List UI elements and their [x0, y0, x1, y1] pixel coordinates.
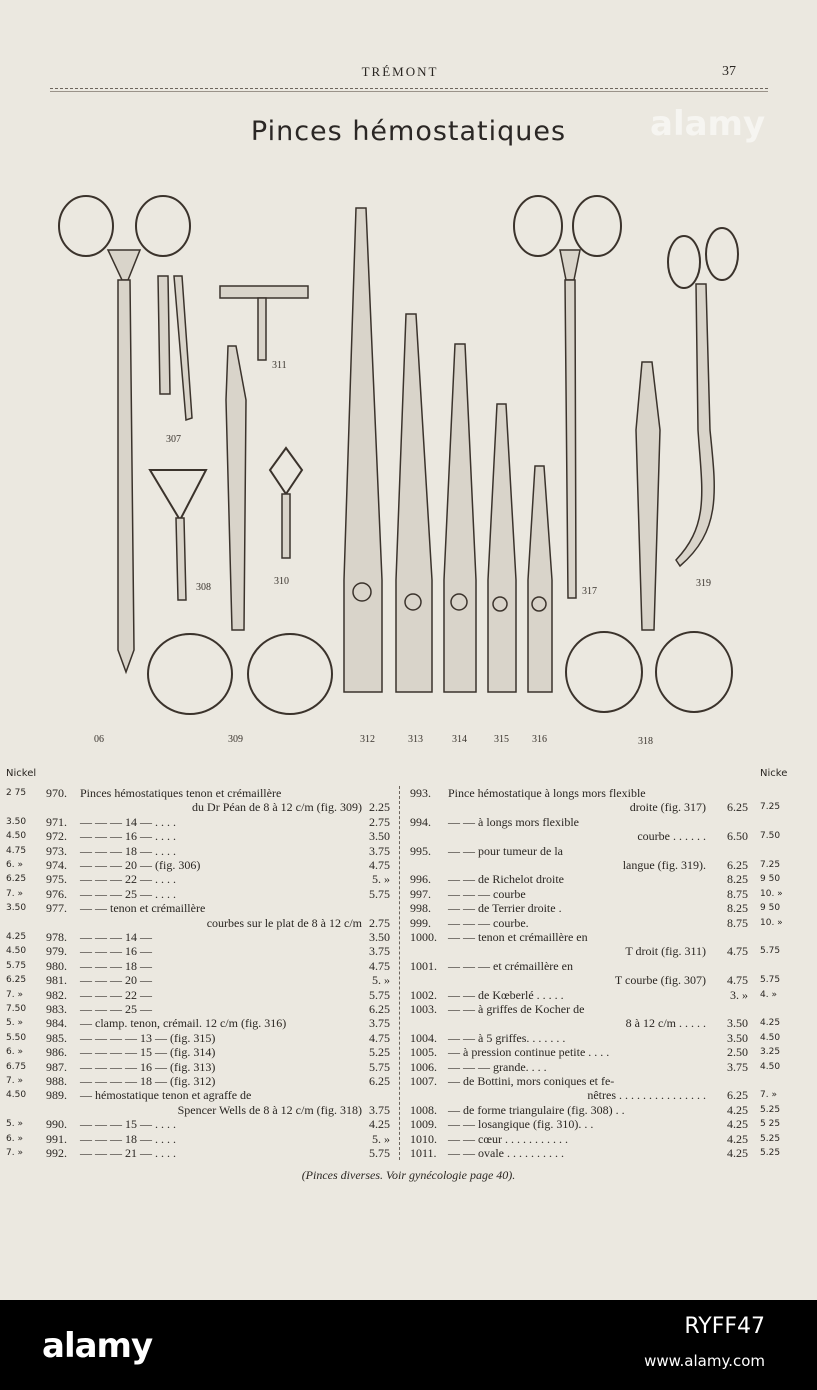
item-description: — — — 14 —	[80, 930, 152, 944]
instrument-fig-314	[444, 344, 476, 692]
item-price: 5.75	[369, 886, 390, 901]
item-description: — — à 5 griffes. . . . . . .	[448, 1030, 566, 1045]
price-row	[0, 1074, 817, 1088]
price-row	[0, 872, 817, 886]
item-price: 6.50	[727, 829, 748, 844]
item-price: 8.25	[727, 872, 748, 887]
item-price: 4.75	[369, 958, 390, 973]
item-number: 974.	[46, 858, 67, 872]
item-description: — — tenon et crémaillère en	[448, 930, 588, 944]
item-description: — — — — 16 — (fig. 313)	[80, 1059, 216, 1074]
price-row	[0, 815, 817, 829]
item-price: 3.75	[727, 1059, 748, 1074]
item-description: — — tenon et crémaillère	[80, 901, 206, 916]
item-description: T courbe (fig. 307)	[614, 973, 706, 988]
nickel-price: 7. »	[6, 989, 23, 1000]
item-number: 1002.	[410, 987, 437, 1002]
price-row	[0, 1117, 817, 1131]
price-row	[0, 1146, 817, 1160]
item-description: — à pression continue petite . . . .	[448, 1045, 610, 1060]
nickel-price: 5 25	[760, 1119, 781, 1130]
instrument-fig-308	[150, 470, 206, 600]
price-row	[0, 1016, 817, 1030]
item-description: nêtres . . . . . . . . . . . . . . .	[587, 1088, 706, 1103]
item-number: 992.	[46, 1146, 67, 1160]
item-description: courbe . . . . . .	[637, 829, 706, 844]
price-row	[0, 844, 817, 858]
instrument-plate	[0, 180, 817, 760]
fig-label-318: 318	[638, 736, 653, 747]
item-description: — — de Kœberlé . . . . .	[448, 987, 564, 1002]
nickel-price: 4.75	[6, 845, 27, 856]
item-price: 2.50	[727, 1045, 748, 1060]
header-rule-solid	[50, 91, 768, 92]
item-description: 8 à 12 c/m . . . . .	[625, 1016, 706, 1031]
price-row	[0, 1103, 817, 1117]
fig-label-316: 316	[532, 734, 547, 745]
item-number: 1010.	[410, 1131, 437, 1146]
item-description: — — à longs mors flexible	[448, 814, 579, 829]
nickel-price: 5.25	[760, 1133, 781, 1144]
item-price: 3.75	[369, 944, 390, 959]
price-row	[0, 858, 817, 872]
nickel-price: 5. »	[6, 1018, 23, 1029]
item-number: 1006.	[410, 1059, 437, 1074]
instrument-fig-316	[528, 466, 552, 692]
price-row	[0, 887, 817, 901]
nickel-price: 7. »	[6, 1148, 23, 1158]
nickel-price: 4. »	[760, 989, 777, 1000]
item-number: 986.	[46, 1045, 67, 1060]
item-number: 999.	[410, 915, 431, 930]
item-price: 4.25	[727, 1146, 748, 1160]
item-number: 984.	[46, 1016, 67, 1031]
item-description: — — — — 13 — (fig. 315)	[80, 1030, 216, 1045]
item-description: — clamp. tenon, crémail. 12 c/m (fig. 316)	[80, 1016, 287, 1031]
item-description: — — — 25 —	[80, 1002, 152, 1016]
column-header-nickel-left: Nickel	[6, 768, 37, 779]
item-price: 3.50	[727, 1030, 748, 1045]
item-price: 4.25	[727, 1131, 748, 1146]
price-row	[0, 959, 817, 973]
item-number: 1003.	[410, 1002, 437, 1016]
nickel-price: 9 50	[760, 874, 781, 885]
item-price: 2.75	[369, 915, 390, 930]
item-number: 994.	[410, 814, 431, 829]
price-row	[0, 988, 817, 1002]
item-number: 1011.	[410, 1146, 437, 1160]
nickel-price: 7.50	[6, 1004, 27, 1014]
item-number: 1007.	[410, 1074, 437, 1088]
fig-label-313: 313	[408, 734, 423, 745]
item-price: 3.50	[727, 1016, 748, 1031]
item-number: 995.	[410, 843, 431, 858]
item-description: Pinces hémostatiques tenon et crémaillère	[80, 786, 282, 800]
item-description: — — — 18 —	[80, 958, 152, 973]
item-price: 3. »	[730, 987, 748, 1002]
item-number: 990.	[46, 1117, 67, 1132]
nickel-price: 5.50	[6, 1032, 27, 1043]
fig-label-06: 06	[94, 734, 104, 745]
item-description: — — — 22 —	[80, 987, 152, 1002]
item-price: 6.25	[727, 858, 748, 872]
nickel-price: 7. »	[6, 888, 23, 899]
item-description: — — pour tumeur de la	[448, 843, 563, 858]
nickel-price: 7.25	[760, 802, 781, 813]
price-row	[0, 800, 817, 814]
item-description: Pince hémostatique à longs mors flexible	[448, 786, 646, 800]
item-price: 6.25	[727, 1088, 748, 1103]
item-price: 5.25	[369, 1045, 390, 1060]
fig-label-308: 308	[196, 582, 211, 593]
nickel-price: 4.50	[6, 831, 27, 842]
item-number: 985.	[46, 1030, 67, 1045]
nickel-price: 7.50	[760, 831, 781, 842]
item-price: 8.75	[727, 886, 748, 901]
instrument-fig-313	[396, 314, 432, 692]
price-row	[0, 1045, 817, 1059]
item-price: 3.75	[369, 1016, 390, 1031]
nickel-price: 4.50	[6, 946, 27, 957]
item-description: — — — — 18 — (fig. 312)	[80, 1074, 216, 1088]
item-description: — — — 20 —	[80, 973, 152, 988]
item-description: — — de Terrier droite .	[448, 901, 562, 916]
nickel-price: 4.25	[760, 1018, 781, 1029]
column-header-nickel-right: Nicke	[760, 768, 788, 779]
nickel-price: 6.25	[6, 874, 27, 885]
fig-label-319: 319	[696, 578, 711, 589]
fig-label-311: 311	[272, 360, 287, 371]
item-description: — — ovale . . . . . . . . . .	[448, 1146, 564, 1160]
item-price: 5.75	[369, 987, 390, 1002]
fig-label-312: 312	[360, 734, 375, 745]
item-description: Spencer Wells de 8 à 12 c/m (fig. 318)	[177, 1102, 362, 1117]
nickel-price: 5.75	[760, 946, 781, 957]
item-description: droite (fig. 317)	[629, 800, 706, 815]
item-number: 997.	[410, 886, 431, 901]
running-header-name: TRÉMONT	[361, 64, 439, 79]
item-price: 3.75	[369, 1102, 390, 1117]
item-price: 8.75	[727, 915, 748, 930]
nickel-price: 5.25	[760, 1104, 781, 1115]
item-price: 4.75	[369, 858, 390, 872]
item-number: 996.	[410, 872, 431, 887]
price-row	[0, 916, 817, 930]
nickel-price: 6. »	[6, 1133, 23, 1144]
fig-label-315: 315	[494, 734, 509, 745]
item-description: — — de Richelot droite	[448, 872, 564, 887]
item-description: — — — et crémaillère en	[448, 958, 573, 973]
item-number: 998.	[410, 901, 431, 916]
item-description: — — — — 15 — (fig. 314)	[80, 1045, 216, 1060]
price-row	[0, 1060, 817, 1074]
fig-label-307: 307	[166, 434, 181, 445]
nickel-price: 6.75	[6, 1061, 27, 1072]
nickel-price: 3.50	[6, 903, 27, 914]
item-price: 5.75	[369, 1059, 390, 1074]
item-description: — — — 15 — . . . .	[80, 1117, 176, 1132]
item-number: 971.	[46, 814, 67, 829]
item-number: 978.	[46, 930, 67, 944]
nickel-price: 9 50	[760, 903, 781, 914]
stock-photo-bar	[0, 1300, 817, 1390]
nickel-price: 6. »	[6, 1047, 23, 1058]
price-row	[0, 1088, 817, 1102]
item-price: 4.75	[727, 973, 748, 988]
instrument-fig-310	[270, 448, 302, 558]
instrument-fig-315	[488, 404, 516, 692]
item-description: — — — 21 — . . . .	[80, 1146, 176, 1160]
item-price: 4.25	[727, 1102, 748, 1117]
item-price: 6.25	[727, 800, 748, 815]
item-price: 5. »	[372, 1131, 390, 1146]
instrument-fig-307	[158, 276, 192, 420]
price-row	[0, 829, 817, 843]
item-description: — — cœur . . . . . . . . . . .	[448, 1131, 568, 1146]
item-description: — — — courbe.	[448, 915, 529, 930]
nickel-price: 10. »	[760, 917, 783, 928]
instrument-fig-312	[344, 208, 382, 692]
item-number: 1000.	[410, 930, 437, 944]
price-row	[0, 786, 817, 800]
item-price: 3.50	[369, 930, 390, 944]
running-header	[0, 64, 817, 84]
item-description: — — — 25 — . . . .	[80, 886, 176, 901]
item-number: 991.	[46, 1131, 67, 1146]
nickel-price: 6. »	[6, 860, 23, 870]
stock-logo: alamy	[42, 1326, 153, 1366]
item-number: 1004.	[410, 1030, 437, 1045]
item-description: — de forme triangulaire (fig. 308) . .	[448, 1102, 625, 1117]
footer-note: (Pinces diverses. Voir gynécologie page 40).	[301, 1168, 516, 1182]
item-number: 983.	[46, 1002, 67, 1016]
item-number: 1001.	[410, 958, 437, 973]
item-price: 3.75	[369, 843, 390, 858]
fig-label-317: 317	[582, 586, 597, 597]
item-price: 5.75	[369, 1146, 390, 1160]
item-number: 982.	[46, 987, 67, 1002]
nickel-price: 7.25	[760, 860, 781, 870]
item-price: 6.25	[369, 1002, 390, 1016]
header-rule	[50, 88, 768, 89]
image-code: RYFF47	[684, 1314, 765, 1339]
item-price: 4.25	[727, 1117, 748, 1132]
nickel-price: 7. »	[6, 1076, 23, 1086]
item-number: 976.	[46, 886, 67, 901]
item-description: courbes sur le plat de 8 à 12 c/m	[206, 915, 362, 930]
nickel-price: 7. »	[760, 1090, 777, 1101]
item-number: 975.	[46, 872, 67, 887]
item-description: — — — 16 — . . . .	[80, 829, 176, 844]
item-description: — — — courbe	[448, 886, 526, 901]
item-description: T droit (fig. 311)	[625, 944, 706, 959]
item-price: 8.25	[727, 901, 748, 916]
nickel-price: 4.25	[6, 932, 27, 942]
item-description: — — — 18 — . . . .	[80, 1131, 176, 1146]
fig-label-310: 310	[274, 576, 289, 587]
price-row	[0, 930, 817, 944]
item-description: — — — 22 — . . . .	[80, 872, 176, 887]
item-description: — de Bottini, mors coniques et fe-	[448, 1074, 615, 1088]
item-description: du Dr Péan de 8 à 12 c/m (fig. 309)	[192, 800, 362, 815]
price-row	[0, 1002, 817, 1016]
item-number: 970.	[46, 786, 67, 800]
item-price: 2.25	[369, 800, 390, 815]
item-price: 4.75	[727, 944, 748, 959]
item-description: — — à griffes de Kocher de	[448, 1002, 585, 1016]
item-number: 979.	[46, 944, 67, 959]
fig-label-314: 314	[452, 734, 467, 745]
item-number: 1009.	[410, 1117, 437, 1132]
item-price: 5. »	[372, 973, 390, 988]
fig-label-309: 309	[228, 734, 243, 745]
item-description: — — losangique (fig. 310). . .	[448, 1117, 594, 1132]
price-row	[0, 901, 817, 915]
watermark: alamy	[650, 104, 766, 144]
item-description: — — — 16 —	[80, 944, 152, 959]
nickel-price: 4.50	[6, 1090, 27, 1101]
item-description: langue (fig. 319).	[622, 858, 706, 872]
price-row	[0, 944, 817, 958]
item-number: 981.	[46, 973, 67, 988]
nickel-price: 4.50	[760, 1032, 781, 1043]
nickel-price: 10. »	[760, 888, 783, 899]
item-number: 987.	[46, 1059, 67, 1074]
nickel-price: 6.25	[6, 975, 27, 986]
nickel-price: 5.25	[760, 1148, 781, 1158]
item-price: 4.75	[369, 1030, 390, 1045]
item-price: 3.50	[369, 829, 390, 844]
page-number: 37	[722, 64, 736, 79]
nickel-price: 2 75	[6, 788, 27, 798]
nickel-price: 5.75	[760, 975, 781, 986]
item-price: 4.25	[369, 1117, 390, 1132]
item-number: 1008.	[410, 1102, 437, 1117]
page-title: Pinces hémostatiques	[250, 116, 567, 147]
price-row	[0, 1031, 817, 1045]
item-price: 2.75	[369, 814, 390, 829]
item-description: — — — 20 — (fig. 306)	[80, 858, 201, 872]
item-number: 989.	[46, 1088, 67, 1103]
item-number: 993.	[410, 786, 431, 800]
nickel-price: 4.50	[760, 1061, 781, 1072]
item-price: 6.25	[369, 1074, 390, 1088]
item-price: 5. »	[372, 872, 390, 887]
price-row	[0, 1132, 817, 1146]
item-number: 977.	[46, 901, 67, 916]
item-number: 972.	[46, 829, 67, 844]
item-description: — — — 14 — . . . .	[80, 814, 176, 829]
item-number: 973.	[46, 843, 67, 858]
nickel-price: 3.25	[760, 1047, 781, 1058]
nickel-price: 3.50	[6, 816, 27, 827]
item-description: — hémostatique tenon et agraffe de	[80, 1088, 252, 1103]
item-number: 1005.	[410, 1045, 437, 1060]
nickel-price: 5. »	[6, 1119, 23, 1130]
nickel-price: 5.75	[6, 960, 27, 971]
stock-url: www.alamy.com	[644, 1352, 765, 1370]
item-description: — — — grande. . . .	[448, 1059, 547, 1074]
price-row	[0, 973, 817, 987]
item-number: 988.	[46, 1074, 67, 1088]
item-number: 980.	[46, 958, 67, 973]
instrument-fig-319	[668, 228, 738, 566]
item-description: — — — 18 — . . . .	[80, 843, 176, 858]
